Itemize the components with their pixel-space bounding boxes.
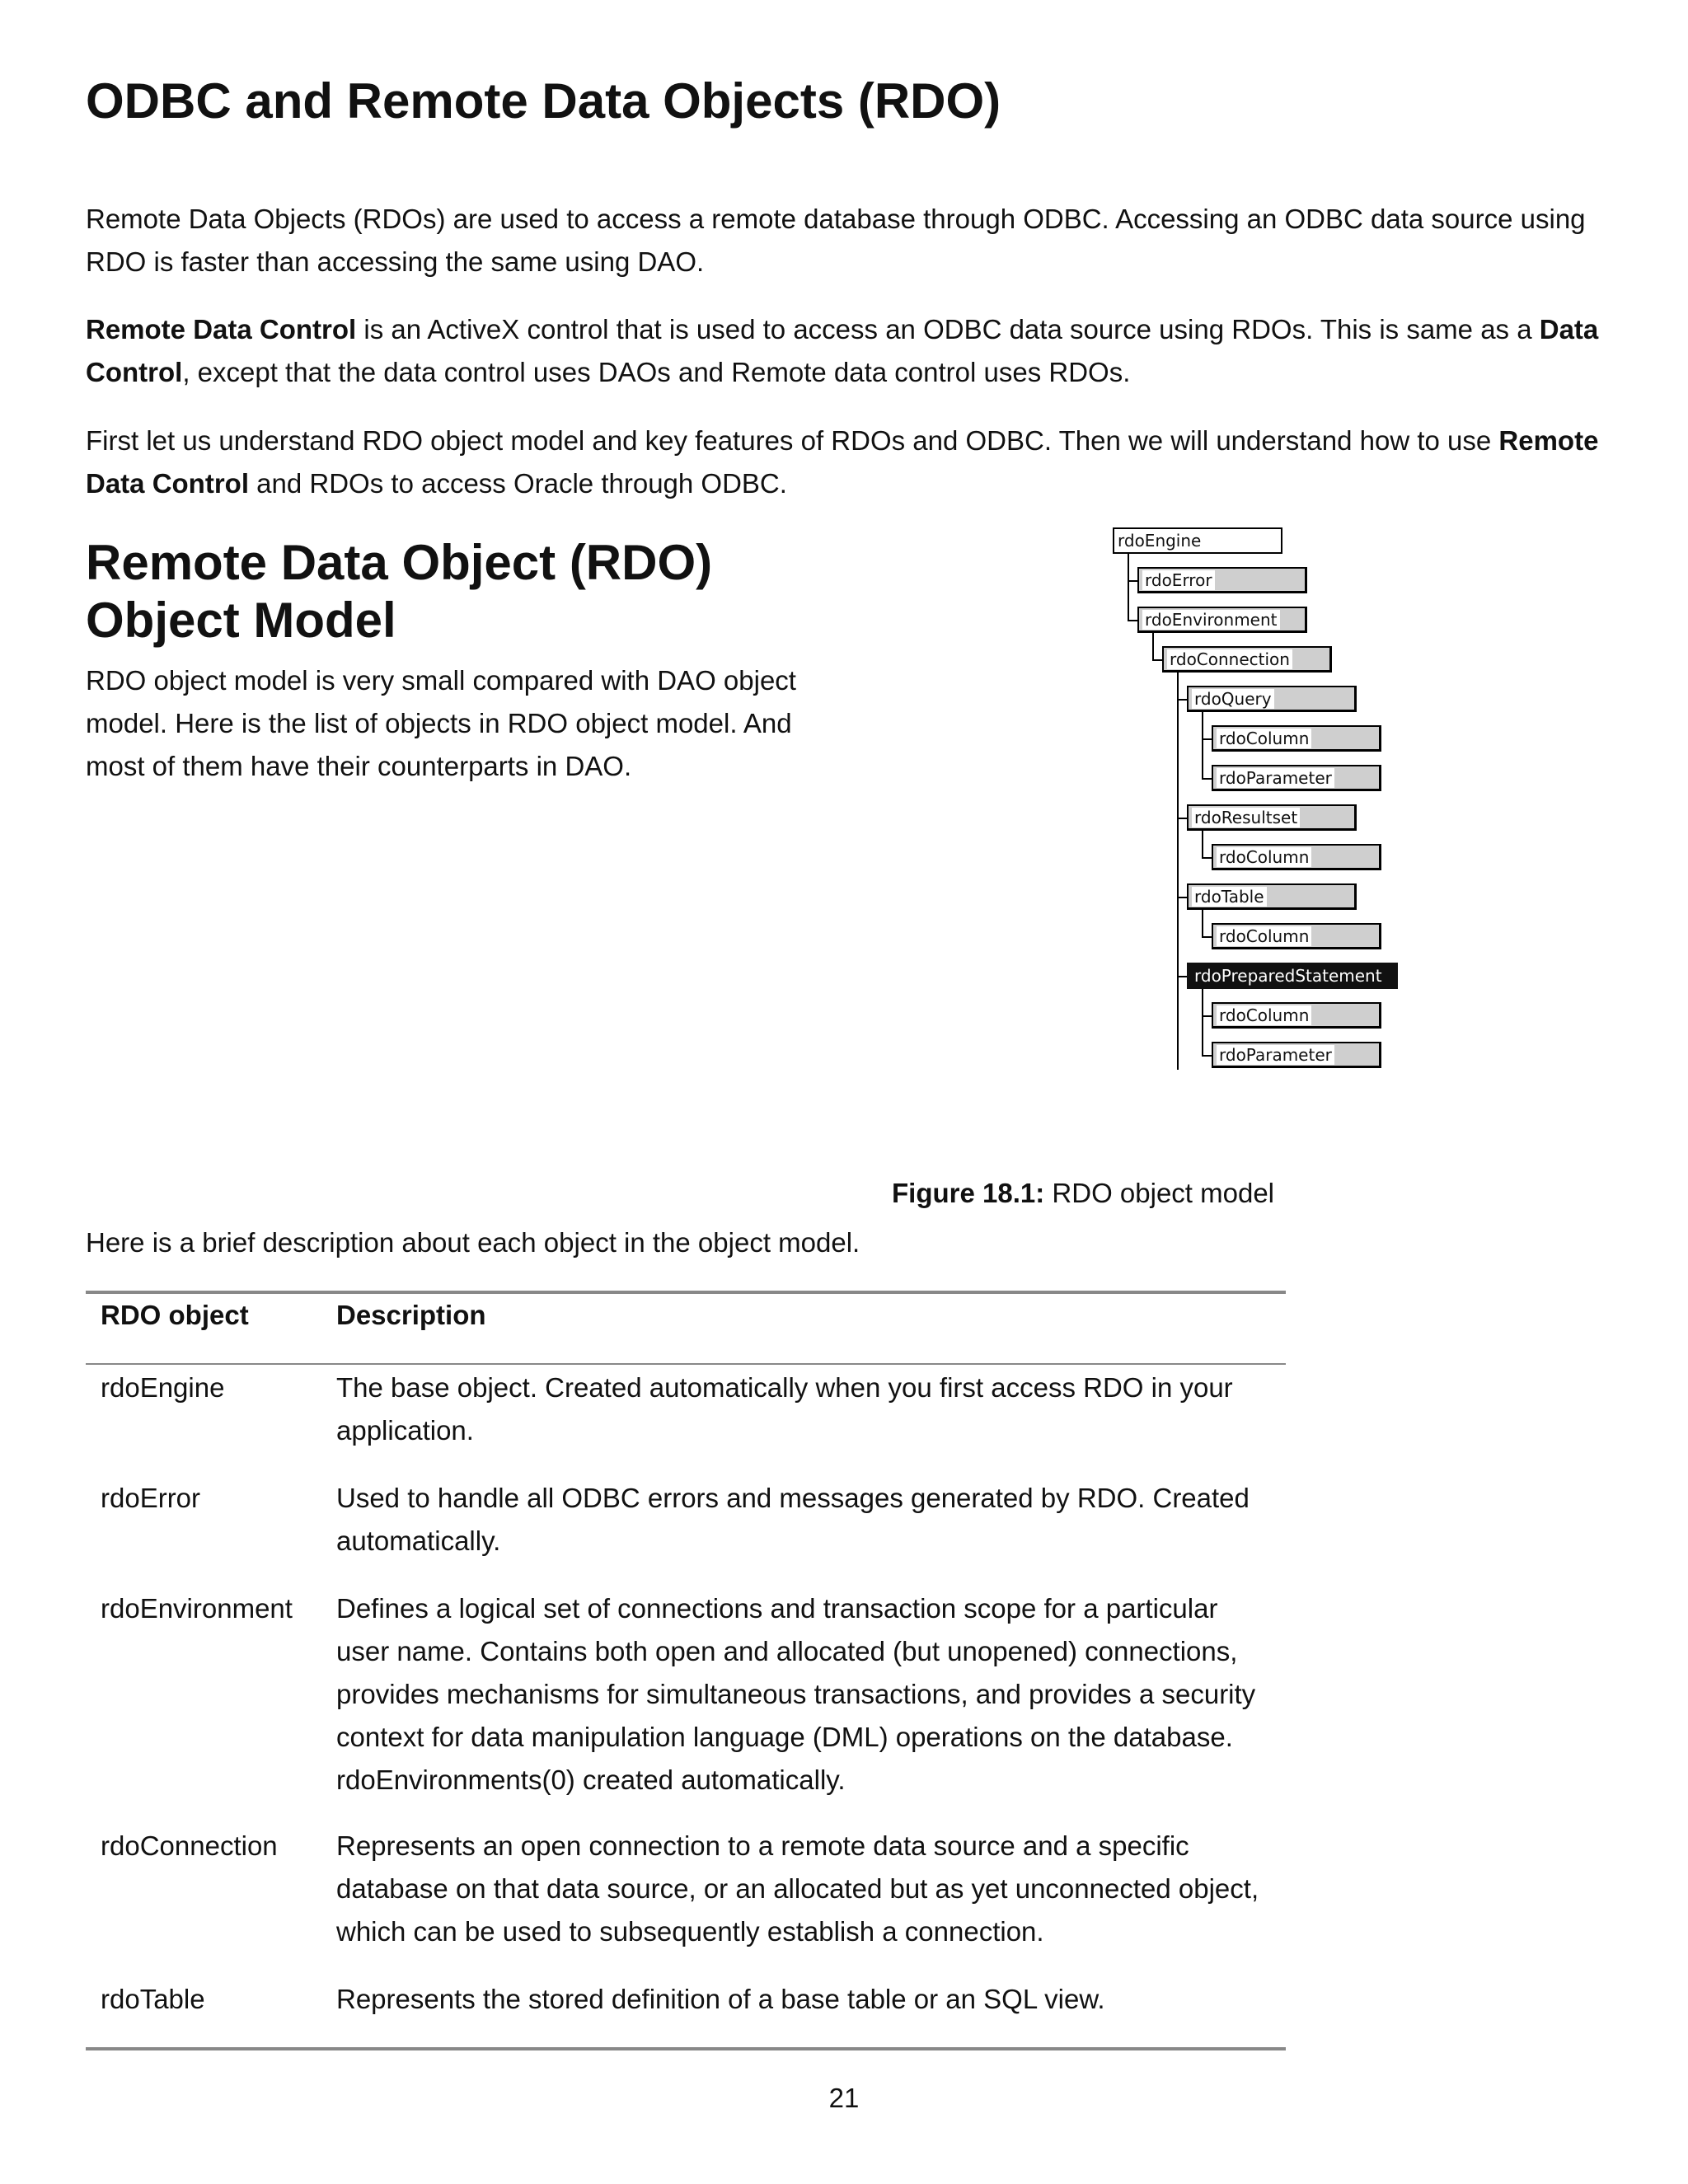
tree-node-rdopreparedstatement: rdoPreparedStatement <box>1187 963 1398 989</box>
tree-node-rdoerror: rdoError <box>1137 567 1307 593</box>
header-description: Description <box>336 1300 486 1330</box>
tree-node-rdocolumn: rdoColumn <box>1212 844 1381 870</box>
tree-node-rdoparameter: rdoParameter <box>1212 1042 1381 1068</box>
tree-node-rdoenvironment: rdoEnvironment <box>1137 607 1307 633</box>
tree-node-rdoengine: rdoEngine <box>1113 527 1282 554</box>
section-heading: Remote Data Object (RDO) Object Model <box>86 535 713 648</box>
intro-paragraph-3: First let us understand RDO object model and key features of RDOs and ODBC. Then we will understand how to use Remote Data Control and RDOs to access Oracle through ODBC. <box>86 425 1599 499</box>
intro-paragraph-2: Remote Data Control is an ActiveX control that is used to access an ODBC data source using RDOs. This is same as a Data Control, except that the data control uses DAOs and Remote data control uses RDOs. <box>86 314 1599 387</box>
tree-node-rdocolumn: rdoColumn <box>1212 1002 1381 1029</box>
tree-node-rdocolumn: rdoColumn <box>1212 923 1381 949</box>
tree-node-rdoquery: rdoQuery <box>1187 686 1357 712</box>
remote-data-control-term: Remote Data Control <box>86 314 357 344</box>
table-intro: Here is a brief description about each object in the object model. <box>86 1227 860 1258</box>
tree-node-rdotable: rdoTable <box>1187 883 1357 910</box>
figure-caption: Figure 18.1: RDO object model <box>892 1178 1275 1208</box>
tree-node-rdoconnection: rdoConnection <box>1162 646 1332 673</box>
remote-data-control-term-2: Remote Data Control <box>86 425 1599 499</box>
page-number: 21 <box>828 2083 860 2113</box>
table-bottom-rule <box>86 2047 1286 2050</box>
tree-node-rdoparameter: rdoParameter <box>1212 765 1381 791</box>
tree-node-rdocolumn: rdoColumn <box>1212 725 1381 752</box>
section-text: RDO object model is very small compared with DAO object model. Here is the list of objects in RDO object model. And most of them have their counterparts in DAO. <box>86 665 796 781</box>
data-control-term: Data Control <box>86 314 1599 387</box>
tree-node-rdoresultset: rdoResultset <box>1187 804 1357 831</box>
intro-paragraph-1: Remote Data Objects (RDOs) are used to access a remote database through ODBC. Accessing an ODBC data source using RDO is faster than accessing the same using DAO. <box>86 204 1586 277</box>
header-object: RDO object <box>101 1300 249 1330</box>
rdo-object-model-diagram <box>1113 527 1426 1088</box>
table-header-rule <box>86 1363 1286 1365</box>
page-title: ODBC and Remote Data Objects (RDO) <box>86 73 1001 129</box>
